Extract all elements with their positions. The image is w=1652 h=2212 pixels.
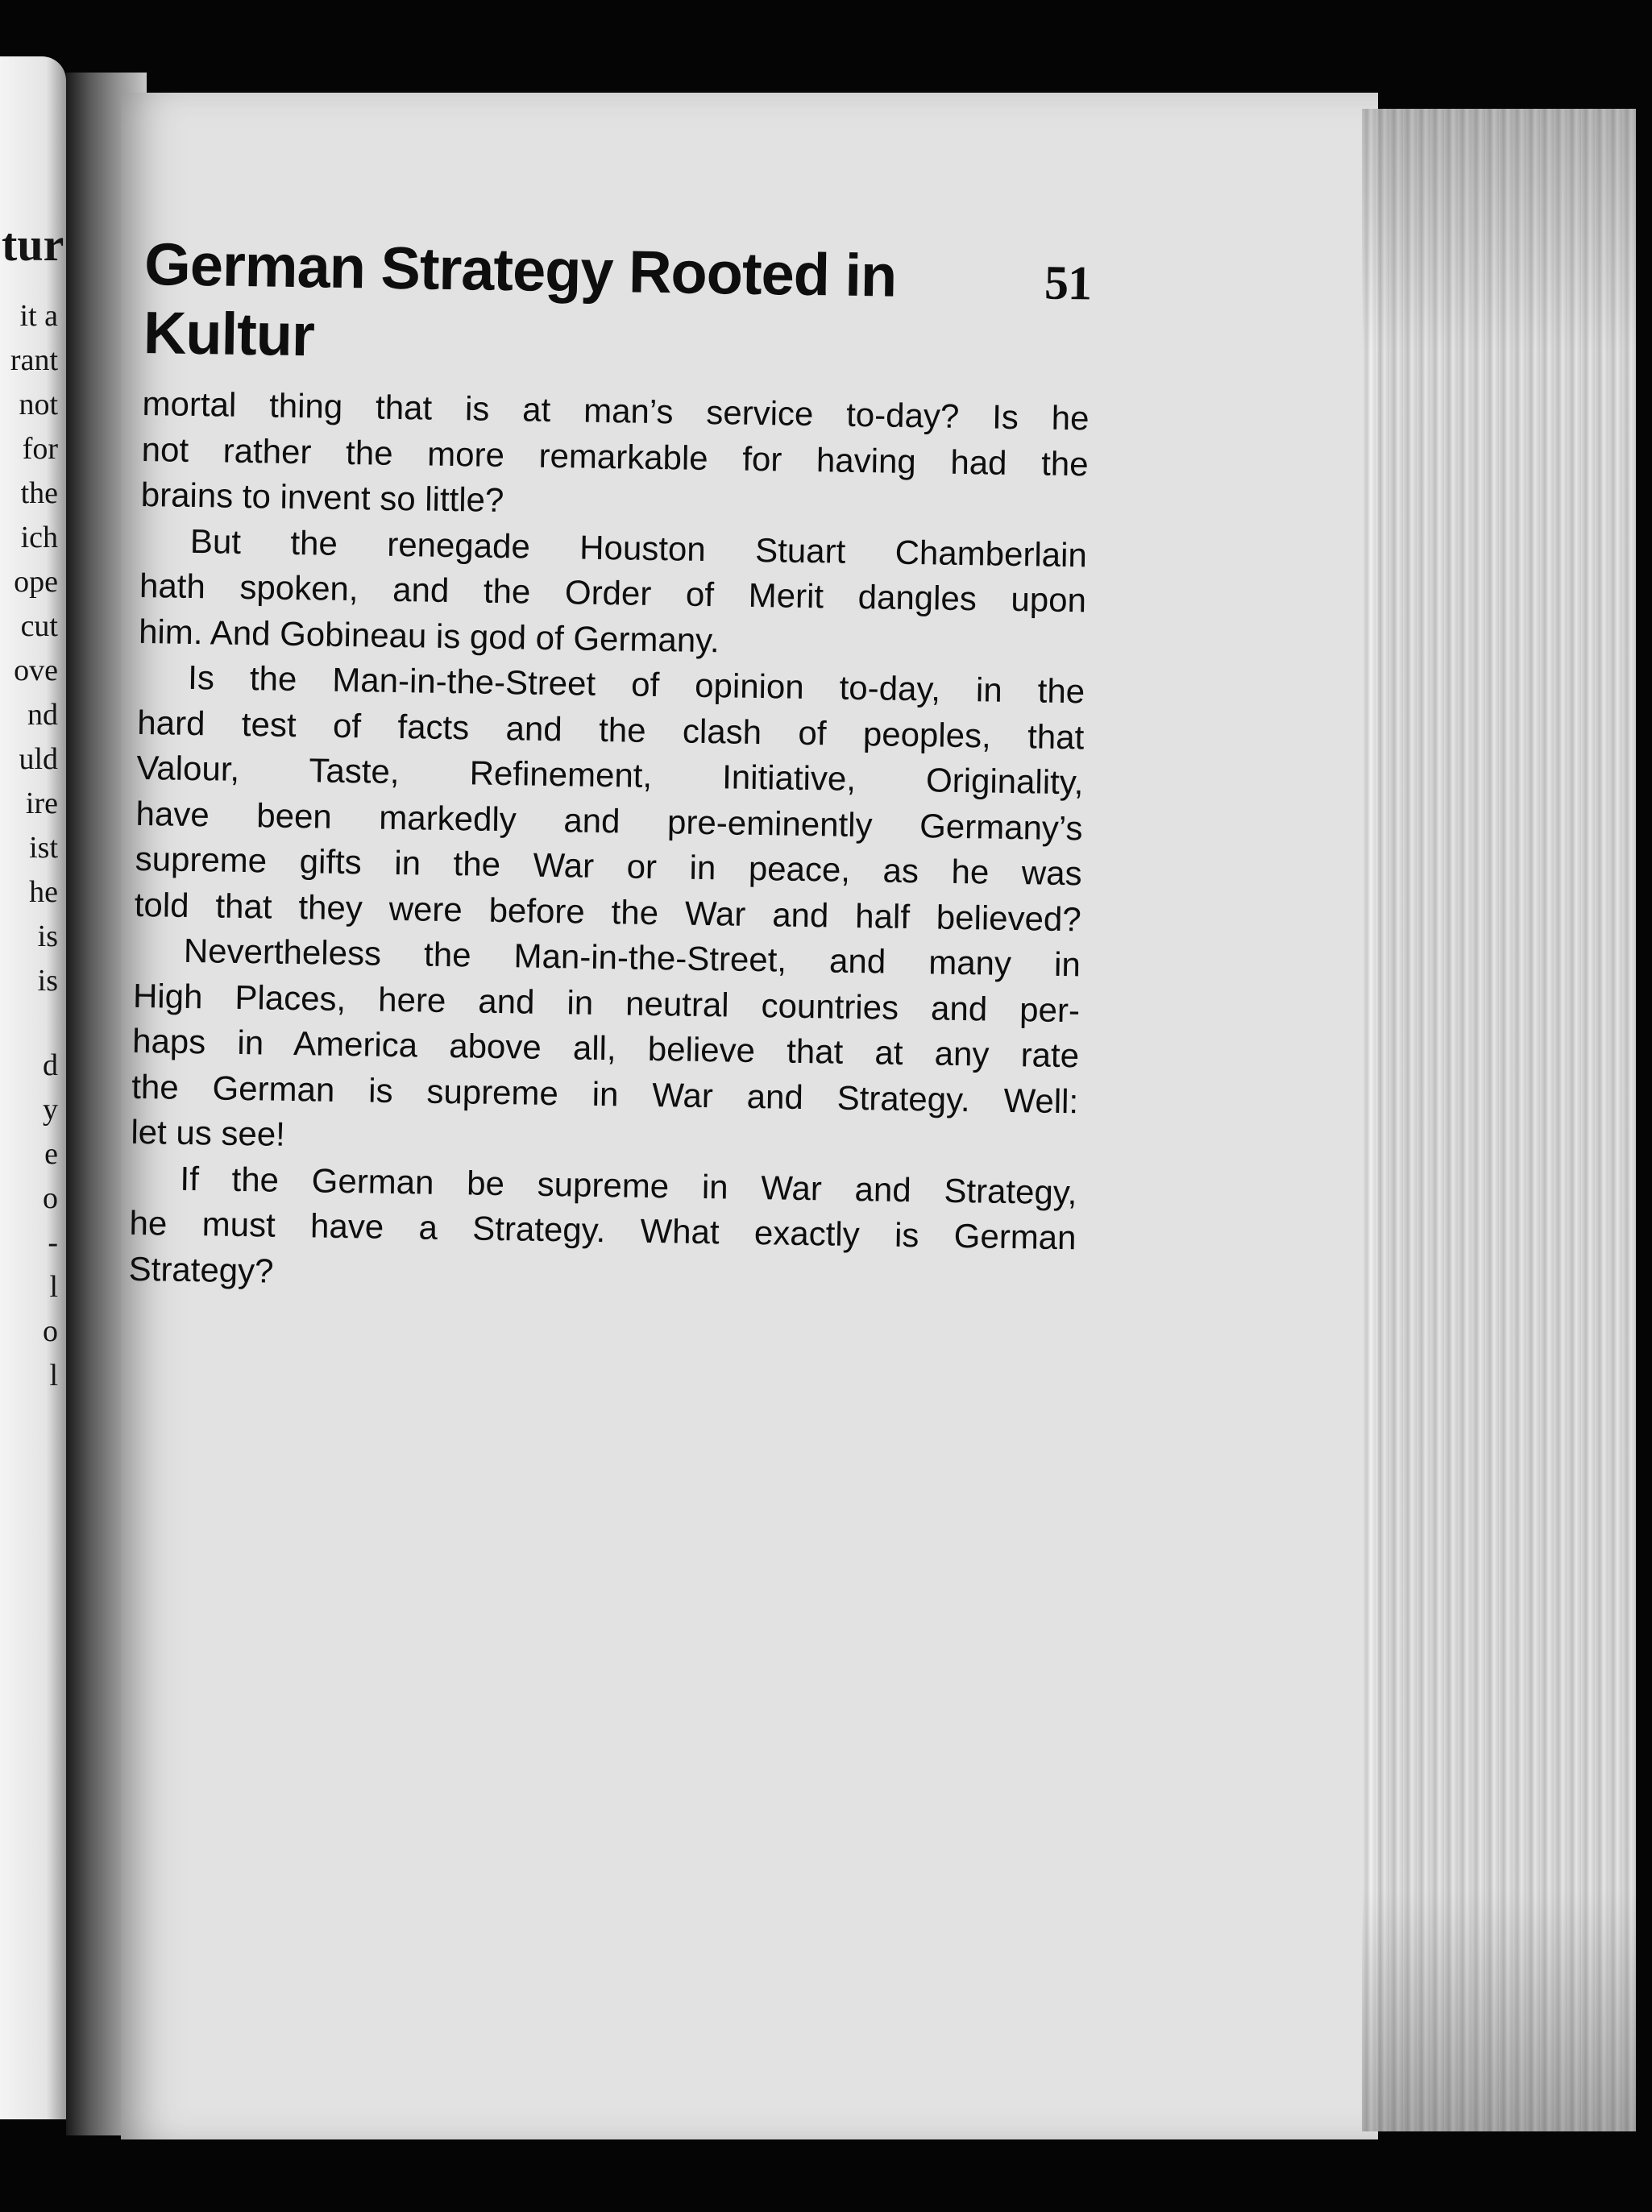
adjacent-page-fragment: not <box>19 388 58 421</box>
page-content <box>128 230 1092 1306</box>
text-line: If the German be supreme in War and Strategy, <box>180 1159 1077 1211</box>
page-edges <box>1362 109 1636 2131</box>
body-text <box>128 381 1090 1306</box>
text-line: have been markedly and pre-eminently Germany’s <box>135 794 1083 847</box>
adjacent-page-fragment: he <box>29 875 58 909</box>
adjacent-page-fragment: tur <box>2 218 64 271</box>
adjacent-page-fragment: ove <box>14 654 58 687</box>
adjacent-page-fragment: the <box>20 476 58 510</box>
adjacent-page-fragment: cut <box>20 609 58 643</box>
page-number: 51 <box>1044 255 1092 310</box>
text-line: let us see! <box>131 1112 286 1153</box>
text-line: brains to invent so little? <box>140 475 504 520</box>
running-title: German Strategy Rooted in Kultur <box>143 230 897 369</box>
adjacent-page-fragment: ire <box>25 786 58 820</box>
adjacent-page <box>0 56 66 2119</box>
adjacent-page-fragment: is <box>37 919 58 953</box>
text-line: hath spoken, and the Order of Merit dangles upon <box>139 566 1087 620</box>
text-line: hard test of facts and the clash of peoples, that <box>137 703 1085 756</box>
adjacent-page-fragment: nd <box>27 698 58 732</box>
adjacent-page-fragment: ich <box>20 521 58 554</box>
adjacent-page-fragment: y <box>43 1093 58 1127</box>
adjacent-page-fragment: o <box>43 1181 58 1215</box>
adjacent-page-fragment: d <box>43 1048 58 1082</box>
adjacent-page-fragment: - <box>48 1226 58 1260</box>
adjacent-page-fragment: l <box>49 1270 58 1304</box>
running-header <box>143 230 1092 381</box>
text-line: haps in America above all, believe that at any rate <box>131 1021 1080 1075</box>
adjacent-page-fragment: rant <box>10 343 58 377</box>
adjacent-page-fragment: ist <box>29 831 58 865</box>
adjacent-page-fragment: is <box>37 964 58 998</box>
text-line: Strategy? <box>128 1249 274 1290</box>
adjacent-page-fragment: e <box>44 1137 58 1171</box>
adjacent-page-fragment: for <box>22 432 58 466</box>
text-line: he must have a Strategy. What exactly is German <box>129 1203 1077 1257</box>
text-line: the German is supreme in War and Strategy. Well: <box>131 1067 1079 1120</box>
text-line: But the renegade Houston Stuart Chamberlain <box>189 521 1088 574</box>
adjacent-page-fragment: it a <box>19 299 58 333</box>
adjacent-page-fragment: ope <box>14 565 58 599</box>
text-line: supreme gifts in the War or in peace, as he was <box>135 839 1082 893</box>
text-line: told that they were before the War and half believed? <box>134 885 1082 938</box>
text-line: Valour, Taste, Refinement, Initiative, Originality, <box>136 748 1084 802</box>
text-line: Nevertheless the Man-in-the-Street, and many in <box>183 931 1081 984</box>
adjacent-page-fragment: l <box>49 1359 58 1392</box>
text-line: Is the Man-in-the-Street of opinion to-day, in the <box>187 658 1085 711</box>
text-line: mortal thing that is at man’s service to-day? Is he <box>142 384 1090 438</box>
text-line: him. And Gobineau is god of Germany. <box>138 612 720 659</box>
text-line: not rather the more remarkable for having had the <box>141 430 1089 483</box>
adjacent-page-fragment: o <box>43 1314 58 1348</box>
adjacent-page-fragment: uld <box>19 742 58 776</box>
text-line: High Places, here and in neutral countries and per- <box>132 976 1081 1029</box>
